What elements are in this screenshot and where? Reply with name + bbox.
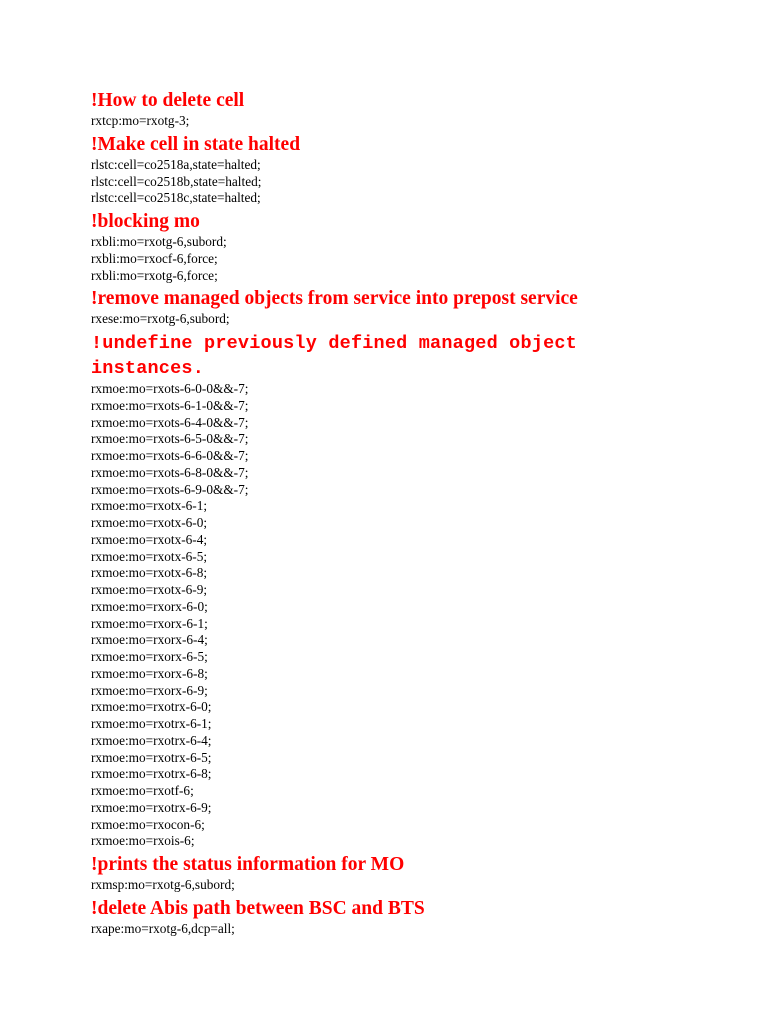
- command-line: rxtcp:mo=rxotg-3;: [91, 113, 190, 128]
- command-line: rxmoe:mo=rxotf-6;: [91, 783, 194, 798]
- section-block: [91, 328, 731, 850]
- section-heading: !Make cell in state halted: [91, 133, 301, 155]
- command-line: rxmoe:mo=rxotx-6-4;: [91, 531, 208, 547]
- section-heading: !undefine previously defined managed object instances.: [91, 333, 577, 379]
- section-heading: !remove managed objects from service into prepost service: [91, 288, 578, 310]
- command-line: rxmoe:mo=rxotx-6-0;: [91, 515, 208, 530]
- command-line: rxmoe:mo=rxotx-6-1;: [91, 498, 208, 514]
- command-line: rxbli:mo=rxotg-6,subord;: [91, 234, 227, 249]
- command-line: rxmoe:mo=rxots-6-8-0&&-7;: [91, 464, 249, 480]
- section-block: [91, 86, 731, 130]
- command-line: rxmoe:mo=rxotx-6-5;: [91, 548, 208, 564]
- command-line: rlstc:cell=co2518b,state=halted;: [91, 173, 262, 189]
- section-block: [91, 894, 731, 938]
- section-heading: !prints the status information for MO: [91, 854, 405, 875]
- command-line: rxmoe:mo=rxorx-6-9;: [91, 682, 208, 698]
- command-line: rxmoe:mo=rxotrx-6-4;: [91, 732, 212, 748]
- command-line: rxmoe:mo=rxorx-6-1;: [91, 615, 208, 631]
- command-line: rxmsp:mo=rxotg-6,subord;: [91, 877, 235, 892]
- command-line: rlstc:cell=co2518a,state=halted;: [91, 156, 261, 172]
- command-line: rxape:mo=rxotg-6,dcp=all;: [91, 920, 235, 936]
- command-line: rxmoe:mo=rxotrx-6-0;: [91, 699, 212, 715]
- command-line: rxmoe:mo=rxorx-6-4;: [91, 632, 208, 648]
- section-block: [91, 850, 731, 894]
- command-line: rxmoe:mo=rxois-6;: [91, 833, 195, 849]
- command-line: rxmoe:mo=rxotrx-6-8;: [91, 766, 212, 782]
- command-line: rxmoe:mo=rxots-6-4-0&&-7;: [91, 414, 249, 430]
- section-block: [91, 284, 731, 328]
- command-line: rxmoe:mo=rxotrx-6-9;: [91, 799, 212, 815]
- command-line: rxmoe:mo=rxorx-6-0;: [91, 598, 208, 614]
- command-line: rxmoe:mo=rxotx-6-8;: [91, 565, 208, 581]
- section-heading: !How to delete cell: [91, 90, 245, 111]
- command-line: rxbli:mo=rxotg-6,force;: [91, 267, 218, 283]
- command-line: rxmoe:mo=rxorx-6-8;: [91, 665, 208, 681]
- command-line: rxmoe:mo=rxotrx-6-5;: [91, 749, 212, 765]
- section-block: [91, 130, 731, 207]
- command-line: rxmoe:mo=rxots-6-0-0&&-7;: [91, 381, 249, 396]
- command-line: rxmoe:mo=rxots-6-9-0&&-7;: [91, 481, 249, 497]
- command-line: rxmoe:mo=rxotx-6-9;: [91, 582, 208, 597]
- command-line: rxmoe:mo=rxotrx-6-1;: [91, 716, 212, 731]
- command-line: rxmoe:mo=rxots-6-1-0&&-7;: [91, 397, 249, 413]
- command-line: rxmoe:mo=rxorx-6-5;: [91, 649, 208, 664]
- section-block: [91, 207, 731, 284]
- command-line: rxese:mo=rxotg-6,subord;: [91, 311, 230, 327]
- command-line: rxmoe:mo=rxots-6-6-0&&-7;: [91, 448, 249, 463]
- document-body: [91, 86, 731, 938]
- command-line: rxmoe:mo=rxots-6-5-0&&-7;: [91, 431, 249, 447]
- document-page: [91, 86, 731, 938]
- command-line: rxmoe:mo=rxocon-6;: [91, 816, 205, 832]
- command-line: rxbli:mo=rxocf-6,force;: [91, 250, 218, 266]
- section-heading: !delete Abis path between BSC and BTS: [91, 897, 425, 919]
- section-heading: !blocking mo: [91, 211, 200, 232]
- command-line: rlstc:cell=co2518c,state=halted;: [91, 190, 261, 206]
